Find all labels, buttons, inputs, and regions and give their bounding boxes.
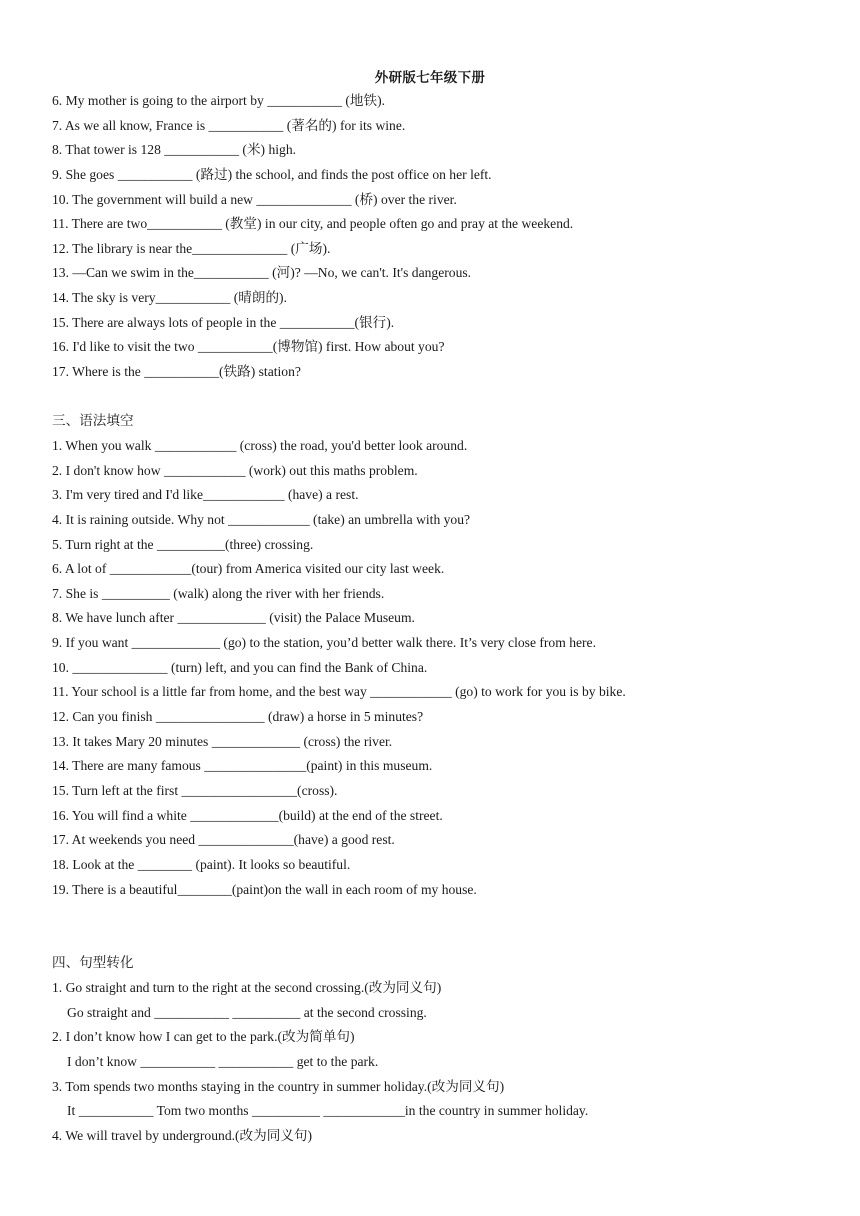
vocab-item: 11. There are two___________ (教堂) in our city, and people often go and pray at the weekend. [52,216,574,232]
blank-line [52,927,842,952]
vocab-item: 14. The sky is very___________ (晴朗的). [52,290,287,306]
grammar-item: 10. ______________ (turn) left, and you can find the Bank of China. [52,659,428,675]
vocab-item: 10. The government will build a new ______________ (桥) over the river. [52,191,457,207]
vocab-item: 16. I'd like to visit the two ___________(博物馆) first. How about you? [52,339,445,355]
grammar-item: 16. You will find a white _____________(build) at the end of the street. [52,807,443,823]
grammar-item: 9. If you want _____________ (go) to the station, you’d better walk there. It’s very close from here. [52,635,596,651]
grammar-item: 11. Your school is a little far from home, and the best way ____________ (go) to work for you is by bike. [52,684,626,700]
vocab-item: 13. —Can we swim in the___________ (河)? —No, we can't. It's dangerous. [52,265,472,281]
section-title: 三、语法填空 [52,413,134,430]
grammar-item: 19. There is a beautiful________(paint)on the wall in each room of my house. [52,881,477,897]
vocab-item: 15. There are always lots of people in the ___________(银行). [52,314,395,330]
vocab-item: 8. That tower is 128 ___________ (米) high. [52,142,297,158]
vocab-item: 9. She goes ___________ (路过) the school, and finds the post office on her left. [52,166,492,182]
grammar-item: 1. When you walk ____________ (cross) the road, you'd better look around. [52,437,468,453]
grammar-item: 8. We have lunch after _____________ (visit) the Palace Museum. [52,610,415,626]
grammar-item: 17. At weekends you need ______________(have) a good rest. [52,832,395,848]
transform-question: 4. We will travel by underground.(改为同义句) [52,1127,313,1143]
grammar-item: 2. I don't know how ____________ (work) out this maths problem. [52,462,418,478]
transform-answer: Go straight and ___________ __________ at the second crossing. [67,1004,427,1020]
transform-question: 3. Tom spends two months staying in the country in summer holiday.(改为同义句) [52,1078,505,1094]
transform-answer: I don’t know ___________ ___________ get to the park. [67,1053,379,1069]
grammar-item: 13. It takes Mary 20 minutes _____________ (cross) the river. [52,733,393,749]
grammar-item: 6. A lot of ____________(tour) from America visited our city last week. [52,561,445,577]
grammar-item: 15. Turn left at the first _________________(cross). [52,782,338,798]
grammar-item: 4. It is raining outside. Why not ____________ (take) an umbrella with you? [52,511,471,527]
transform-question: 2. I don’t know how I can get to the park.(改为简单句) [52,1029,355,1045]
grammar-item: 18. Look at the ________ (paint). It looks so beautiful. [52,856,351,872]
blank-line [52,902,842,927]
grammar-item: 5. Turn right at the __________(three) crossing. [52,536,314,552]
grammar-item: 3. I'm very tired and I'd like____________ (have) a rest. [52,487,359,503]
transform-question: 1. Go straight and turn to the right at the second crossing.(改为同义句) [52,980,442,996]
vocab-item: 7. As we all know, France is ___________ (著名的) for its wine. [52,117,406,133]
page-header: 外研版七年级下册 [374,70,486,86]
vocab-item: 12. The library is near the______________ (广场). [52,240,331,256]
blank-line [52,385,842,410]
grammar-item: 7. She is __________ (walk) along the river with her friends. [52,585,385,601]
vocab-item: 6. My mother is going to the airport by ___________ (地铁). [52,93,386,108]
vocab-item: 17. Where is the ___________(铁路) station? [52,364,301,380]
transform-answer: It ___________ Tom two months __________ ____________in the country in summer holiday. [67,1103,589,1119]
grammar-item: 14. There are many famous _______________(paint) in this museum. [52,758,433,774]
section-title: 四、句型转化 [52,955,134,972]
grammar-item: 12. Can you finish ________________ (draw) a horse in 5 minutes? [52,709,424,725]
content-lines [52,89,842,1149]
